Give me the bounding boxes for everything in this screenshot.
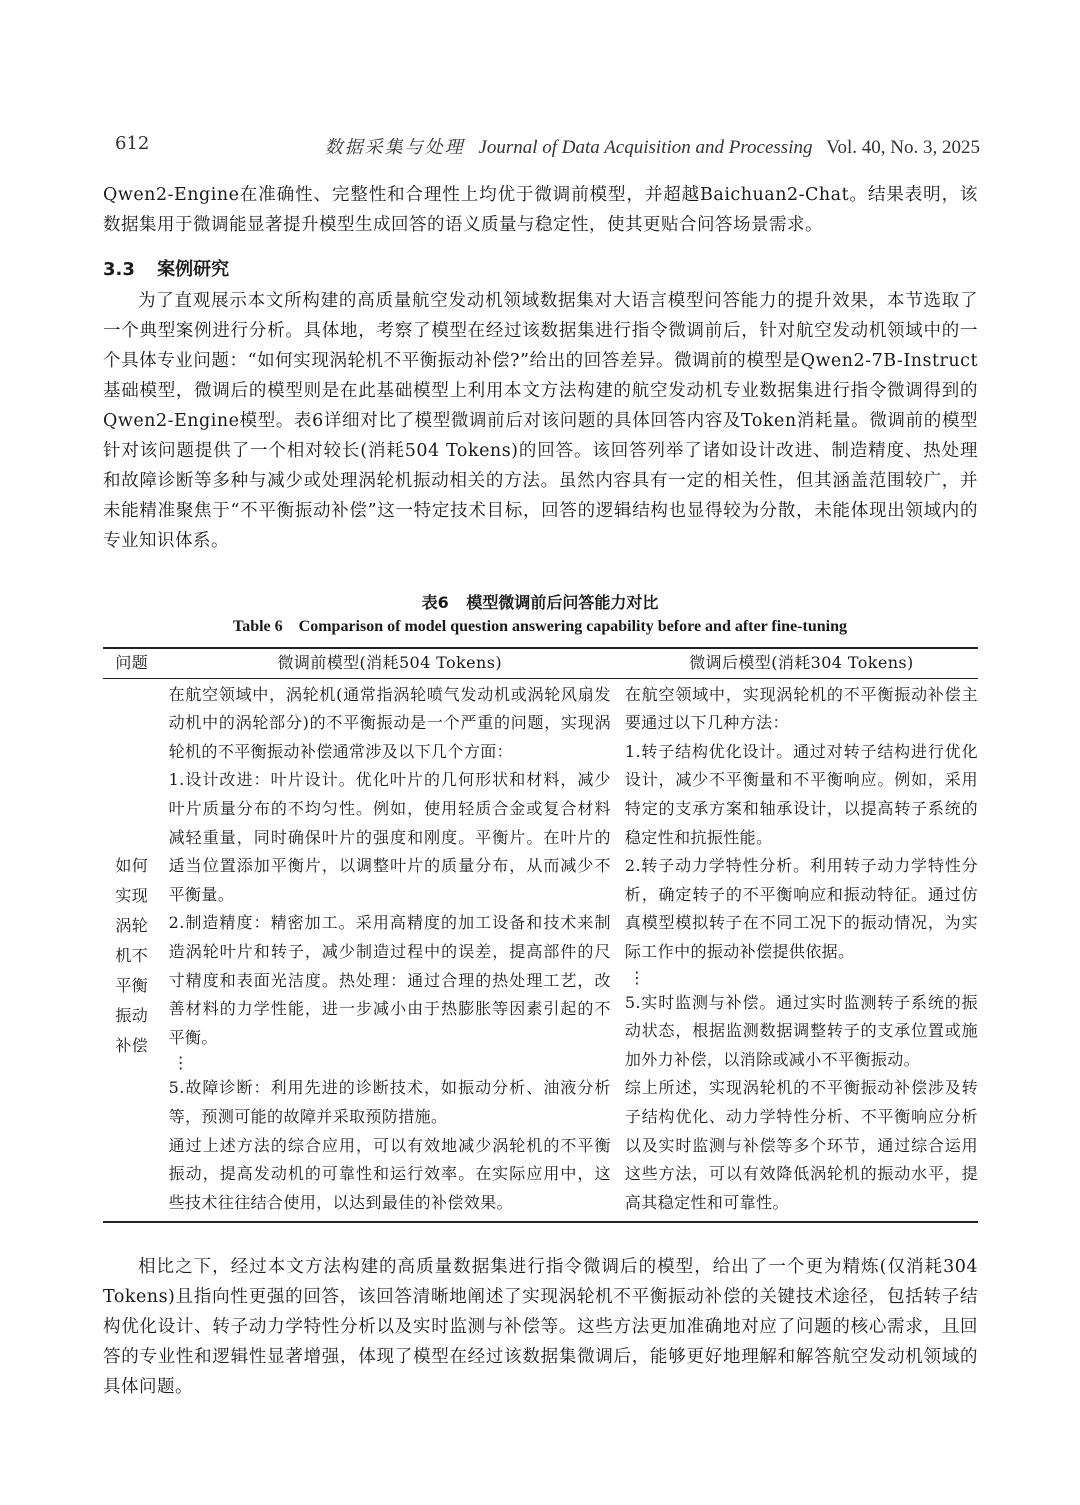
section-title: 案例研究	[157, 259, 230, 280]
table-title-en: Comparison of model question answering capability before and after fine-tuning	[298, 618, 847, 635]
section-heading	[103, 255, 229, 281]
table-row	[103, 678, 978, 1222]
intro-paragraph: Qwen2-Engine在准确性、完整性和合理性上均优于微调前模型，并超越Baichuan2-Chat。结果表明，该数据集用于微调能显著提升模型生成回答的语义质量与稳定性，使其更贴合问答场景需求。	[103, 185, 978, 235]
journal-title-en: Journal of Data Acquisition and Processing	[478, 137, 813, 158]
case-paragraph: 为了直观展示本文所构建的高质量航空发动机领域数据集对大语言模型问答能力的提升效果，本节选取了一个典型案例进行分析。具体地，考察了模型在经过该数据集进行指令微调前后，针对航空发动机领域中的一个具体专业问题：“如何实现涡轮机不平衡振动补偿?”给出的回答差异。微调前的模型是Qwen2-7B-Instruct基础模型，微调后的模型则是在此基础模型上利用本文方法构建的航空发动机专业数据集进行指令微调得到的Qwen2-Engine模型。表6详细对比了模型微调前后对该问题的具体回答内容及Token消耗量。微调前的模型针对该问题提供了一个相对较长(消耗504 Tokens)的回答。该回答列举了诸如设计改进、制造精度、热处理和故障诊断等多种与减少或处理涡轮机振动相关的方法。虽然内容具有一定的相关性，但其涵盖范围较广，并未能精准聚焦于“不平衡振动补偿”这一特定技术目标，回答的逻辑结构也显得较为分散，未能体现出领域内的专业知识体系。	[103, 291, 978, 551]
section-number: 3.3	[103, 259, 135, 280]
question-text: 如何实现涡轮机不平衡振动补偿	[115, 855, 149, 1055]
table-caption-cn	[0, 590, 1080, 613]
after-p2: 1.转子结构优化设计。通过对转子结构进行优化设计，减少不平衡量和不平衡响应。例如，采用特定的支承方案和轴承设计，以提高转子系统的稳定性和抗振性能。	[624, 741, 978, 847]
table-label-en: Table 6	[233, 618, 283, 635]
journal-title	[325, 133, 980, 159]
after-ellipsis: ⋮	[628, 967, 646, 987]
after-p3: 2.转子动力学特性分析。利用转子动力学特性分析，确定转子的不平衡响应和振动特征。通过仿真模型模拟转子在不同工况下的振动情况，为实际工作中的振动补偿提供依据。	[624, 856, 978, 961]
before-p5: 通过上述方法的综合应用，可以有效地减少涡轮机的不平衡振动，提高发动机的可靠性和运行效率。在实际应用中，这些技术往往结合使用，以达到最佳的补偿效果。	[168, 1135, 611, 1212]
before-p3: 2.制造精度：精密加工。采用高精度的加工设备和技术来制造涡轮叶片和转子，减少制造过程中的误差，提高部件的尺寸精度和表面光洁度。热处理：通过合理的热处理工艺，改善材料的力学性能，进一步减小由于热膨胀等因素引起的不平衡。	[168, 913, 611, 1047]
header-after: 微调后模型(消耗304 Tokens)	[619, 648, 978, 678]
before-p1: 在航空领域中，涡轮机(通常指涡轮喷气发动机或涡轮风扇发动机中的涡轮部分)的不平衡振动是一个严重的问题，实现涡轮机的不平衡振动补偿通常涉及以下几个方面：	[168, 684, 611, 761]
after-p5: 综上所述，实现涡轮机的不平衡振动补偿涉及转子结构优化、动力学特性分析、不平衡响应分析以及实时监测与补偿等多个环节，通过综合运用这些方法，可以有效降低涡轮机的振动水平，提高其稳定性和可靠性。	[624, 1078, 978, 1212]
after-answer-cell	[619, 678, 978, 1222]
after-p4: 5.实时监测与补偿。通过实时监测转子系统的振动状态，根据监测数据调整转子的支承位置或施加外力补偿，以消除或减小不平衡振动。	[624, 992, 978, 1069]
table-caption-en	[0, 618, 1080, 636]
before-p2: 1.设计改进：叶片设计。优化叶片的几何形状和材料，减少叶片质量分布的不均匀性。例如，使用轻质合金或复合材料减轻重量，同时确保叶片的强度和刚度。平衡片。在叶片的适当位置添加平衡片，以调整叶片的质量分布，从而减少不平衡量。	[168, 770, 611, 904]
table-header-row	[103, 648, 978, 678]
after-p1: 在航空领域中，实现涡轮机的不平衡振动补偿主要通过以下几种方法：	[624, 684, 978, 733]
journal-volume: Vol. 40, No. 3, 2025	[826, 137, 980, 158]
before-ellipsis: ⋮	[172, 1053, 190, 1073]
table-label-cn: 表6	[421, 593, 449, 612]
journal-title-cn: 数据采集与处理	[324, 137, 465, 158]
question-cell	[103, 678, 161, 1222]
running-header	[100, 133, 980, 163]
comparison-table	[103, 647, 978, 1223]
page-number: 612	[115, 133, 150, 154]
header-before: 微调前模型(消耗504 Tokens)	[161, 648, 619, 678]
table-title-cn: 模型微调前后问答能力对比	[466, 593, 659, 612]
closing-paragraph: 相比之下，经过本文方法构建的高质量数据集进行指令微调后的模型，给出了一个更为精炼(仅消耗304 Tokens)且指向性更强的回答，该回答清晰地阐述了实现涡轮机不平衡振动补偿的关键技术途径，包括转子结构优化设计、转子动力学特性分析以及实时监测与补偿等。这些方法更加准确地对应了问题的核心需求，且回答的专业性和逻辑性显著增强，体现了模型在经过该数据集微调后，能够更好地理解和解答航空发动机领域的具体问题。	[103, 1257, 978, 1397]
header-question: 问题	[103, 648, 161, 678]
before-p4: 5.故障诊断：利用先进的诊断技术，如振动分析、油液分析等，预测可能的故障并采取预防措施。	[168, 1078, 611, 1126]
before-answer-cell	[161, 678, 619, 1222]
